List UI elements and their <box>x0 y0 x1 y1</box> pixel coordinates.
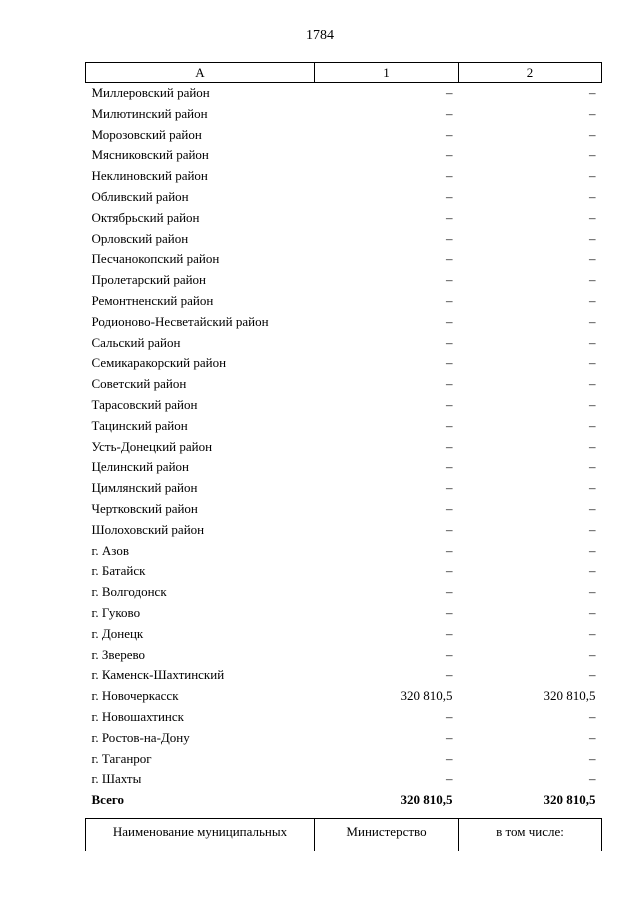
next-header-including: в том числе: <box>459 819 602 852</box>
row-value-col-1: – <box>446 771 453 787</box>
row-name: Орловский район <box>91 230 189 246</box>
row-name: Чертковский район <box>91 500 198 516</box>
row-value-col-2: – <box>589 105 596 121</box>
table-row <box>86 478 602 499</box>
row-value-col-1: – <box>446 396 453 412</box>
row-value-col-1: – <box>446 646 453 662</box>
row-value-col-1: – <box>446 604 453 620</box>
table-row <box>86 125 602 146</box>
row-value-col-1: – <box>446 126 453 142</box>
row-value-col-1: – <box>446 105 453 121</box>
row-name: г. Гуково <box>91 604 141 620</box>
row-value-col-2: – <box>589 563 596 579</box>
table-row <box>86 541 602 562</box>
row-value-col-2: – <box>589 292 596 308</box>
row-value-col-2: – <box>589 604 596 620</box>
page-number: 1784 <box>306 28 334 43</box>
row-value-col-2: – <box>589 230 596 246</box>
row-name: Семикаракорский район <box>91 355 227 371</box>
row-value-col-1: – <box>446 480 453 496</box>
row-name: Мясниковский район <box>91 147 209 163</box>
next-table-header-row <box>86 819 602 852</box>
row-name: Тацинский район <box>91 417 188 433</box>
table-row <box>86 166 602 187</box>
table-row <box>86 603 602 624</box>
header-col-a: А <box>86 63 315 83</box>
row-value-col-1: – <box>446 85 453 100</box>
table-row <box>86 270 602 291</box>
table-total-row <box>86 790 602 811</box>
row-name: Милютинский район <box>91 105 208 121</box>
row-name: Неклиновский район <box>91 168 208 184</box>
row-name: г. Новочеркасск <box>91 688 179 704</box>
row-name: г. Каменск-Шахтинский <box>91 667 225 683</box>
table-row <box>86 624 602 645</box>
row-value-col-1: – <box>446 376 453 392</box>
row-value-col-2: – <box>589 209 596 225</box>
next-header-ministry: Министерство <box>315 819 459 852</box>
row-value-col-1: – <box>446 334 453 350</box>
row-value-col-2: – <box>589 729 596 745</box>
row-value-col-2: – <box>589 708 596 724</box>
row-value-col-1: – <box>446 168 453 184</box>
table-row <box>86 145 602 166</box>
header-col-1: 1 <box>315 63 459 83</box>
row-name: Цимлянский район <box>91 480 198 496</box>
row-value-col-1: 320 810,5 <box>400 792 453 808</box>
table-row <box>86 208 602 229</box>
table-header-row <box>86 63 602 83</box>
row-name: Морозовский район <box>91 126 202 142</box>
row-name: Октябрьский район <box>91 209 200 225</box>
row-name: Обливский район <box>91 188 189 204</box>
row-value-col-1: 320 810,5 <box>400 688 453 704</box>
table-row <box>86 665 602 686</box>
row-name: г. Ростов-на-Дону <box>91 729 190 745</box>
row-value-col-2: 320 810,5 <box>543 792 596 808</box>
row-name: Родионово-Несветайский район <box>91 313 269 329</box>
row-value-col-1: – <box>446 272 453 288</box>
table-row <box>86 457 602 478</box>
row-name: Усть-Донецкий район <box>91 438 213 454</box>
row-name: г. Азов <box>91 542 129 558</box>
row-name: г. Донецк <box>91 625 144 641</box>
table-row <box>86 769 602 790</box>
row-value-col-2: – <box>589 584 596 600</box>
row-value-col-2: – <box>589 251 596 267</box>
row-value-col-1: – <box>446 438 453 454</box>
table-row <box>86 749 602 770</box>
table-row <box>86 416 602 437</box>
row-value-col-2: – <box>589 168 596 184</box>
row-value-col-2: – <box>589 376 596 392</box>
row-value-col-1: – <box>446 521 453 537</box>
row-value-col-1: – <box>446 563 453 579</box>
row-value-col-1: – <box>446 417 453 433</box>
row-value-col-2: – <box>589 542 596 558</box>
row-value-col-2: – <box>589 85 596 100</box>
table-row <box>86 83 602 104</box>
row-value-col-1: – <box>446 251 453 267</box>
row-value-col-2: – <box>589 646 596 662</box>
table-row <box>86 187 602 208</box>
row-name: Всего <box>91 792 124 808</box>
row-value-col-1: – <box>446 292 453 308</box>
row-name: Пролетарский район <box>91 272 207 288</box>
row-value-col-1: – <box>446 313 453 329</box>
table-row <box>86 395 602 416</box>
row-value-col-2: – <box>589 500 596 516</box>
row-name: Ремонтненский район <box>91 292 214 308</box>
row-name: г. Зверево <box>91 646 146 662</box>
row-name: г. Таганрог <box>91 750 152 766</box>
header-col-2: 2 <box>459 63 602 83</box>
row-value-col-2: – <box>589 147 596 163</box>
row-value-col-2: – <box>589 417 596 433</box>
row-name: г. Волгодонск <box>91 584 167 600</box>
row-value-col-2: – <box>589 438 596 454</box>
table-row <box>86 582 602 603</box>
row-value-col-2: – <box>589 355 596 371</box>
row-value-col-1: – <box>446 355 453 371</box>
table-row <box>86 499 602 520</box>
table-row <box>86 249 602 270</box>
table-row <box>86 728 602 749</box>
row-value-col-1: – <box>446 729 453 745</box>
table-row <box>86 229 602 250</box>
row-value-col-1: – <box>446 459 453 475</box>
table-row <box>86 374 602 395</box>
table-row <box>86 437 602 458</box>
row-value-col-1: – <box>446 625 453 641</box>
table-row <box>86 520 602 541</box>
row-value-col-1: – <box>446 708 453 724</box>
row-name: Целинский район <box>91 459 189 475</box>
row-name: г. Новошахтинск <box>91 708 184 724</box>
row-value-col-2: – <box>589 667 596 683</box>
table-row <box>86 353 602 374</box>
row-name: Шолоховский район <box>91 521 205 537</box>
row-value-col-2: – <box>589 750 596 766</box>
row-value-col-1: – <box>446 209 453 225</box>
row-value-col-1: – <box>446 230 453 246</box>
row-value-col-1: – <box>446 542 453 558</box>
row-name: Песчанокопский район <box>91 251 220 267</box>
row-value-col-1: – <box>446 667 453 683</box>
row-value-col-1: – <box>446 500 453 516</box>
row-value-col-1: – <box>446 750 453 766</box>
table-row <box>86 291 602 312</box>
row-name: г. Батайск <box>91 563 146 579</box>
row-value-col-2: – <box>589 480 596 496</box>
row-value-col-2: – <box>589 396 596 412</box>
row-name: Сальский район <box>91 334 181 350</box>
row-value-col-2: – <box>589 272 596 288</box>
row-value-col-2: – <box>589 313 596 329</box>
table-body <box>86 83 602 811</box>
table-row <box>86 104 602 125</box>
row-value-col-2: – <box>589 126 596 142</box>
table-row <box>86 561 602 582</box>
row-name: г. Шахты <box>91 771 142 787</box>
table-row <box>86 645 602 666</box>
next-header-municipality: Наименование муниципальных <box>86 819 315 852</box>
row-value-col-1: – <box>446 188 453 204</box>
row-value-col-2: – <box>589 625 596 641</box>
row-name: Миллеровский район <box>91 85 210 100</box>
row-value-col-2: – <box>589 334 596 350</box>
row-name: Советский район <box>91 376 187 392</box>
row-value-col-1: – <box>446 584 453 600</box>
table-row <box>86 312 602 333</box>
table-row <box>86 333 602 354</box>
data-table <box>85 62 602 811</box>
row-value-col-2: – <box>589 459 596 475</box>
row-name: Тарасовский район <box>91 396 198 412</box>
row-value-col-2: – <box>589 521 596 537</box>
row-value-col-2: – <box>589 771 596 787</box>
table-row <box>86 707 602 728</box>
row-value-col-2: – <box>589 188 596 204</box>
table-row <box>86 686 602 707</box>
next-table-header <box>85 818 602 851</box>
row-value-col-1: – <box>446 147 453 163</box>
row-value-col-2: 320 810,5 <box>543 688 596 704</box>
